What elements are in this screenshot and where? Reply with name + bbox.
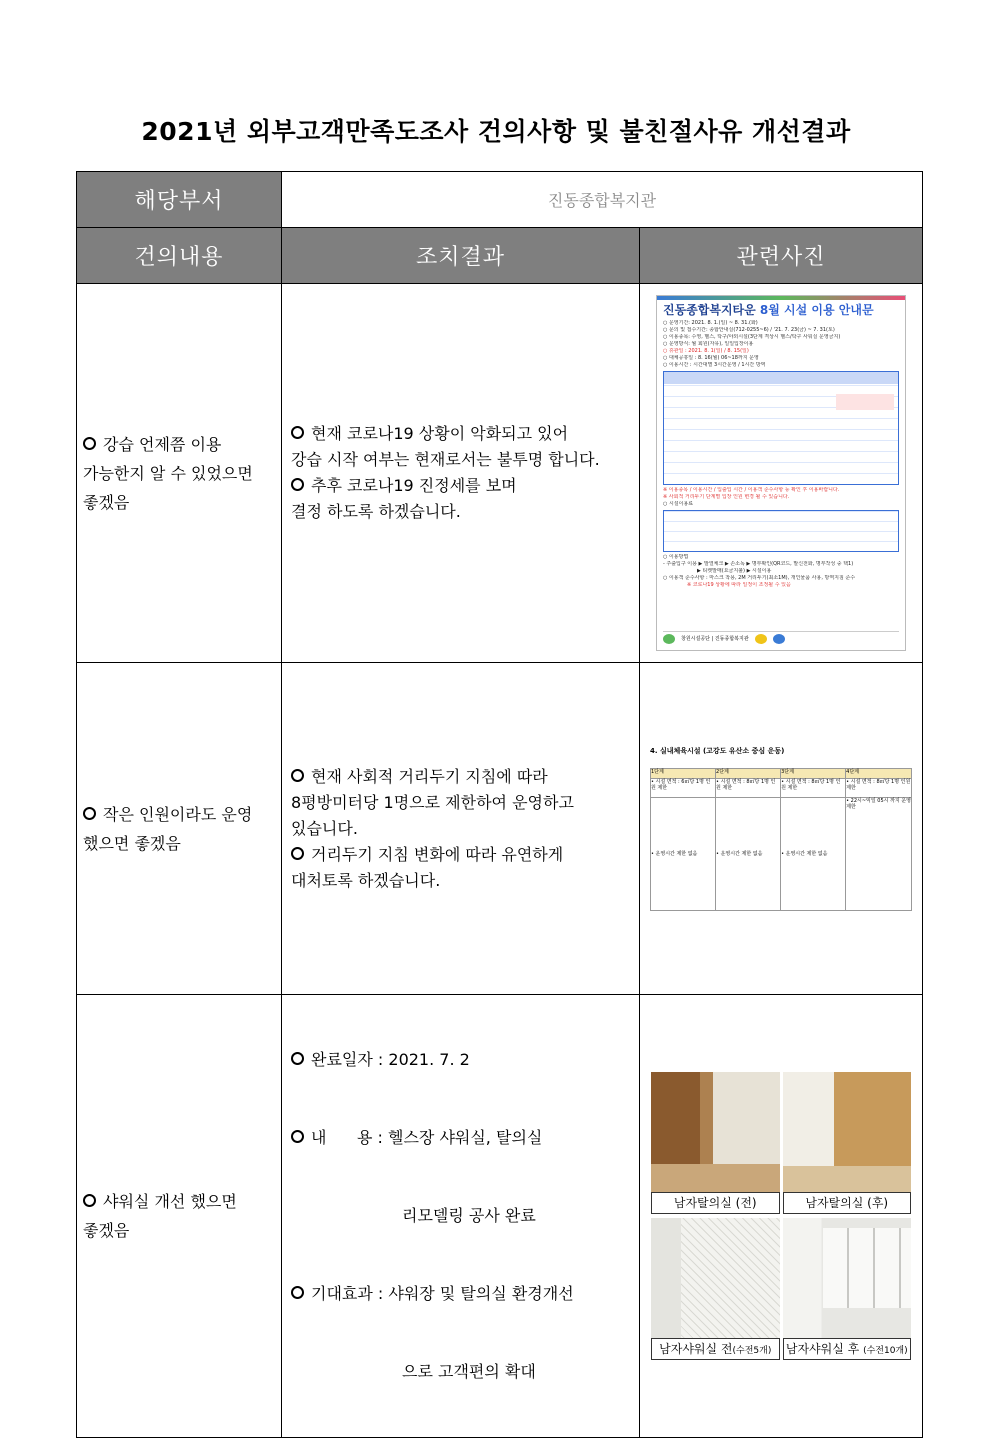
circle-bullet-icon [291, 1052, 304, 1065]
logo-icon [773, 634, 785, 644]
circle-bullet-icon [291, 426, 304, 439]
result-text: 내 용 : 헬스장 샤워실, 탈의실 [311, 1128, 543, 1147]
result-text: 대처토록 하겠습니다. [291, 870, 441, 890]
distancing-rules-table [650, 768, 912, 911]
locker-room-before-photo [651, 1072, 780, 1192]
notice-line: ○ 운영기간: 2021. 8. 1.(일) ~ 8. 31.(화) [663, 320, 758, 326]
notice-line: ○ 대체공휴일 : 8. 16(월) 06~18까지 운영 [663, 355, 759, 361]
result-text: 으로 고객편의 확대 [402, 1362, 536, 1381]
suggestion-cell [77, 995, 282, 1438]
result-text: 추후 코로나19 진정세를 보며 [311, 476, 517, 495]
notice-line: - 주출입구 이용 ▶ 발열체크 ▶ 손소독 ▶ 명부확인(QR코드, 발신전화, 명부작성 중 택1) [663, 561, 854, 567]
result-text: 8평방미터당 1명으로 제한하여 운영하고 [291, 792, 574, 812]
photo-cell [640, 284, 923, 663]
notice-line: ○ 시설이용료 [663, 501, 694, 507]
suggestion-text: 강습 언제쯤 이용 [103, 434, 222, 454]
suggestion-cell [77, 284, 282, 663]
level-header: 1단계 [651, 769, 716, 779]
logo-icon [755, 634, 767, 644]
rule-cell: • 시설 면적 : 8㎡당 1명 인원 제한 [716, 779, 781, 798]
result-text: 리모델링 공사 완료 [402, 1206, 536, 1225]
level-header: 2단계 [716, 769, 781, 779]
rule-cell: • 시설 면적 : 8㎡당 1명 인원 제한 [846, 779, 912, 798]
page-title: 2021년 외부고객만족도조사 건의사항 및 불친절사유 개선결과 [141, 117, 851, 146]
circle-bullet-icon [291, 1286, 304, 1299]
col-header-photo: 관련사진 [640, 228, 923, 284]
result-cell [282, 663, 640, 995]
photo-shower-before [651, 1218, 780, 1360]
result-text: 기대효과 : 샤워장 및 탈의실 환경개선 [311, 1284, 574, 1303]
notice-line: ○ 이용종목: 수영, 헬스, 탁구/야외시설(3단계 격상시 헬스/탁구 사워실 운영금지) [663, 334, 841, 340]
level-header: 4단계 [846, 769, 912, 779]
suggestion-text: 작은 인원이라도 운영 [103, 804, 253, 824]
notice-footer [663, 631, 899, 646]
rule-cell: • 운영시간 제한 없음 [651, 798, 716, 911]
photo-caption: 남자샤워실 후 (수전10개) [783, 1338, 912, 1360]
circle-bullet-icon [83, 807, 96, 820]
table-row [77, 995, 923, 1438]
result-text: 현재 코로나19 상황이 악화되고 있어 [311, 424, 569, 443]
rule-cell: • 시설 면적 : 6㎡당 1명 인원 제한 [651, 779, 716, 798]
suggestion-text: 좋겠음 [83, 1221, 130, 1240]
circle-bullet-icon [83, 1194, 96, 1207]
result-text: 현재 사회적 거리두기 지침에 따라 [311, 766, 548, 786]
notice-line: ○ 휴관일 : 2021. 8. 1(일) / 8. 15(일) [663, 348, 749, 354]
photo-caption: 남자샤워실 전(수전5개) [651, 1338, 780, 1360]
photo-cell [640, 663, 923, 995]
shower-room-after-photo [783, 1218, 912, 1338]
suggestion-text: 좋겠음 [83, 492, 130, 512]
distancing-rules-image [650, 746, 912, 911]
circle-bullet-icon [291, 478, 304, 491]
notice-line: ○ 운영방식: 월 회원(자유), 일일입장이용 [663, 341, 754, 347]
photo-caption: 남자탈의실 (전) [651, 1192, 780, 1214]
photo-caption: 남자탈의실 (후) [783, 1192, 912, 1214]
photo-cell [640, 995, 923, 1438]
result-text: 거리두기 지침 변화에 따라 유연하게 [311, 844, 564, 864]
circle-bullet-icon [83, 437, 96, 450]
suggestion-text: 샤워실 개선 했으면 [103, 1192, 237, 1211]
rule-cell: • 22시~익일 05시 까지 운영 제한 [846, 798, 912, 911]
notice-line: ※ 코로나19 상황에 따라 일정이 조정될 수 있음 [687, 582, 791, 588]
locker-room-after-photo [783, 1072, 912, 1192]
circle-bullet-icon [291, 847, 304, 860]
circle-bullet-icon [291, 1130, 304, 1143]
notice-title: 진동종합복지타운 8월 시설 이용 안내문 [663, 303, 874, 317]
suggestion-text: 가능한지 알 수 있었으면 [83, 463, 253, 483]
col-header-result: 조치결과 [282, 228, 640, 284]
col-header-suggestion: 건의내용 [77, 228, 282, 284]
circle-bullet-icon [291, 769, 304, 782]
notice-line: ※ 사회적 거리두기 단계별 입장 인원 변경 될 수 있습니다. [663, 494, 790, 500]
suggestion-text: 했으면 좋겠음 [83, 833, 181, 853]
result-text: 결정 하도록 하겠습니다. [291, 502, 461, 521]
table-row [77, 663, 923, 995]
result-text: 완료일자 : 2021. 7. 2 [311, 1050, 470, 1069]
photo-locker-before [651, 1072, 780, 1214]
table-row [77, 284, 923, 663]
dept-label: 해당부서 [77, 172, 282, 228]
photo-shower-after [783, 1218, 912, 1360]
dept-value: 진동종합복지관 [282, 172, 923, 228]
logo-icon [663, 634, 675, 644]
notice-line: ▶ 티켓발매(요금지불) ▶ 시설이용 [697, 568, 772, 574]
rule-cell: • 시설 면적 : 8㎡당 1명 인원 제한 [781, 779, 846, 798]
notice-schedule-table [663, 371, 899, 485]
rule-cell: • 운영시간 제한 없음 [716, 798, 781, 911]
shower-room-before-photo [651, 1218, 780, 1338]
notice-line: ○ 문의 및 접수기간: 종합안내실(712-0255~6) / '21. 7. 23(금) ~ 7. 31(토) [663, 327, 835, 333]
notice-line: ※ 이용종목 / 이용시간 / 입출입 시간 / 이용객 준수사항 등 확인 후 이용바랍니다. [663, 487, 840, 493]
result-text: 있습니다. [291, 818, 358, 838]
facility-notice-image [656, 295, 906, 651]
notice-line: ○ 이용방법 [663, 554, 689, 560]
suggestion-cell [77, 663, 282, 995]
photo-locker-after [783, 1072, 912, 1214]
notice-line: ○ 이용시간 : 시간대별 3시간운영 / 1시간 방역 [663, 362, 766, 368]
rule-cell: • 운영시간 제한 없음 [781, 798, 846, 911]
level-header: 3단계 [781, 769, 846, 779]
result-cell [282, 995, 640, 1438]
notice-fee-table [663, 510, 899, 552]
distancing-rules-title: 4. 실내체육시설 (고강도 유산소 중심 운동) [650, 747, 785, 755]
notice-footer-text: 창원시설공단 | 진동종합복지관 [681, 635, 749, 642]
improvement-table [76, 171, 923, 1438]
renovation-photos [651, 1072, 911, 1360]
result-text: 강습 시작 여부는 현재로서는 불투명 합니다. [291, 450, 600, 469]
result-cell [282, 284, 640, 663]
notice-line: ○ 이용객 준수사항 : 마스크 착용, 2M 거리두기(최소1M), 개인물품 사용, 방역지침 준수 [663, 575, 856, 581]
